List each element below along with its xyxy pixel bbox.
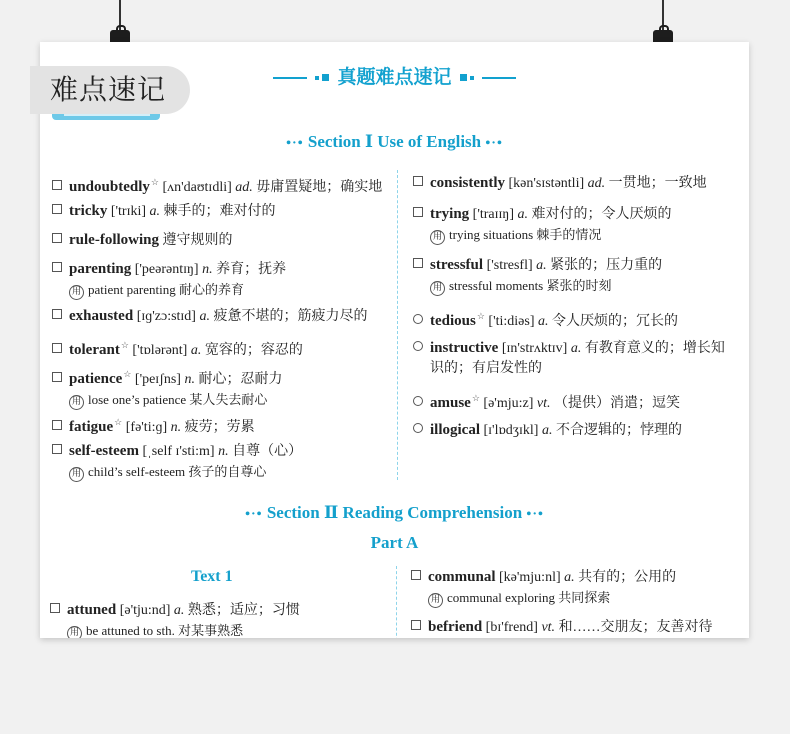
column-divider [397, 170, 398, 480]
usage-icon: 用 [69, 285, 84, 300]
vocab-entry: undoubtedly☆ [ʌn'daʊtɪdli] ad. 毋庸置疑地；确实地 [52, 172, 382, 198]
vocab-entry: communal [kə'mju:nl] a. 共有的；公用的 用 communal exploring 共同探索 [411, 567, 676, 608]
page-title-text: 真题难点速记 [337, 66, 452, 88]
section-tag: 难点速记 [30, 66, 190, 114]
title-square-icon [322, 74, 329, 81]
title-line-left [273, 77, 307, 79]
usage-example: 用 stressful moments 紧张的时刻 [413, 276, 662, 296]
vocab-entry: rule-following 遵守规则的 [52, 230, 233, 251]
usage-icon: 用 [428, 593, 443, 608]
section-heading-2: •·• Section Ⅱ Reading Comprehension •·• [245, 503, 544, 522]
vocab-entry: stressful ['stresfl] a. 紧张的；压力重的 用 stressful moments 紧张的时刻 [413, 255, 662, 296]
vocab-entry: fatigue☆ [fə'ti:ɡ] n. 疲劳；劳累 [52, 412, 255, 438]
part-heading: Part A [370, 533, 419, 552]
vocab-entry: illogical [ɪ'lɒdʒɪkl] a. 不合逻辑的；悖理的 [413, 420, 682, 441]
vocab-entry: tolerant☆ ['tɒlərənt] a. 宽容的；容忍的 [52, 335, 303, 361]
usage-icon: 用 [69, 467, 84, 482]
title-line-right [482, 77, 516, 79]
usage-icon: 用 [430, 230, 445, 245]
vocab-entry: self-esteem [ˌself ɪ'sti:m] n. 自尊（心） 用 child’s self-esteem 孩子的自尊心 [52, 441, 302, 482]
vocab-entry: attuned [ə'tju:nd] a. 熟悉；适应；习惯 用 be attuned to sth. 对某事熟悉 [50, 600, 300, 638]
section-heading-1: •·• Section Ⅰ Use of English •·• [286, 132, 503, 151]
usage-example: 用 lose one’s patience 某人失去耐心 [52, 390, 282, 410]
usage-example: 用 child’s self-esteem 孩子的自尊心 [52, 462, 302, 482]
column-divider-2 [396, 566, 397, 638]
vocab-entry: exhausted [ɪɡ'zɔ:stɪd] a. 疲惫不堪的；筋疲力尽的 [52, 306, 367, 327]
vocab-entry: amuse☆ [ə'mju:z] vt. （提供）消遣；逗笑 [413, 388, 680, 414]
vocab-entry: consistently [kən'sɪstəntli] ad. 一贯地；一致地 [413, 173, 707, 194]
vocab-entry: parenting ['peərəntɪŋ] n. 养育；抚养 用 patient parenting 耐心的养育 [52, 259, 286, 300]
vocab-entry: instructive [ɪn'strʌktɪv] a. 有教育意义的；增长知 识的；有启发性的 [413, 338, 725, 379]
vocab-entry: befriend [bɪ'frend] vt. 和……交朋友；友善对待 [411, 617, 713, 638]
usage-example: 用 be attuned to sth. 对某事熟悉 [50, 621, 300, 638]
vocab-entry: tedious☆ ['ti:diəs] a. 令人厌烦的；冗长的 [413, 306, 678, 332]
usage-example: 用 patient parenting 耐心的养育 [52, 280, 286, 300]
vocab-entry: patience☆ ['peɪʃns] n. 耐心；忍耐力 用 lose one’s patience 某人失去耐心 [52, 364, 282, 410]
vocabulary-page [40, 42, 749, 638]
usage-icon: 用 [67, 626, 82, 638]
usage-icon: 用 [69, 395, 84, 410]
vocab-entry: tricky ['trɪki] a. 棘手的；难对付的 [52, 201, 276, 222]
usage-icon: 用 [430, 281, 445, 296]
usage-example: 用 trying situations 棘手的情况 [413, 225, 672, 245]
usage-example: 用 communal exploring 共同探索 [411, 588, 676, 608]
text-heading: Text 1 [191, 568, 233, 585]
vocab-entry: trying ['traɪɪŋ] a. 难对付的；令人厌烦的 用 trying situations 棘手的情况 [413, 204, 672, 245]
